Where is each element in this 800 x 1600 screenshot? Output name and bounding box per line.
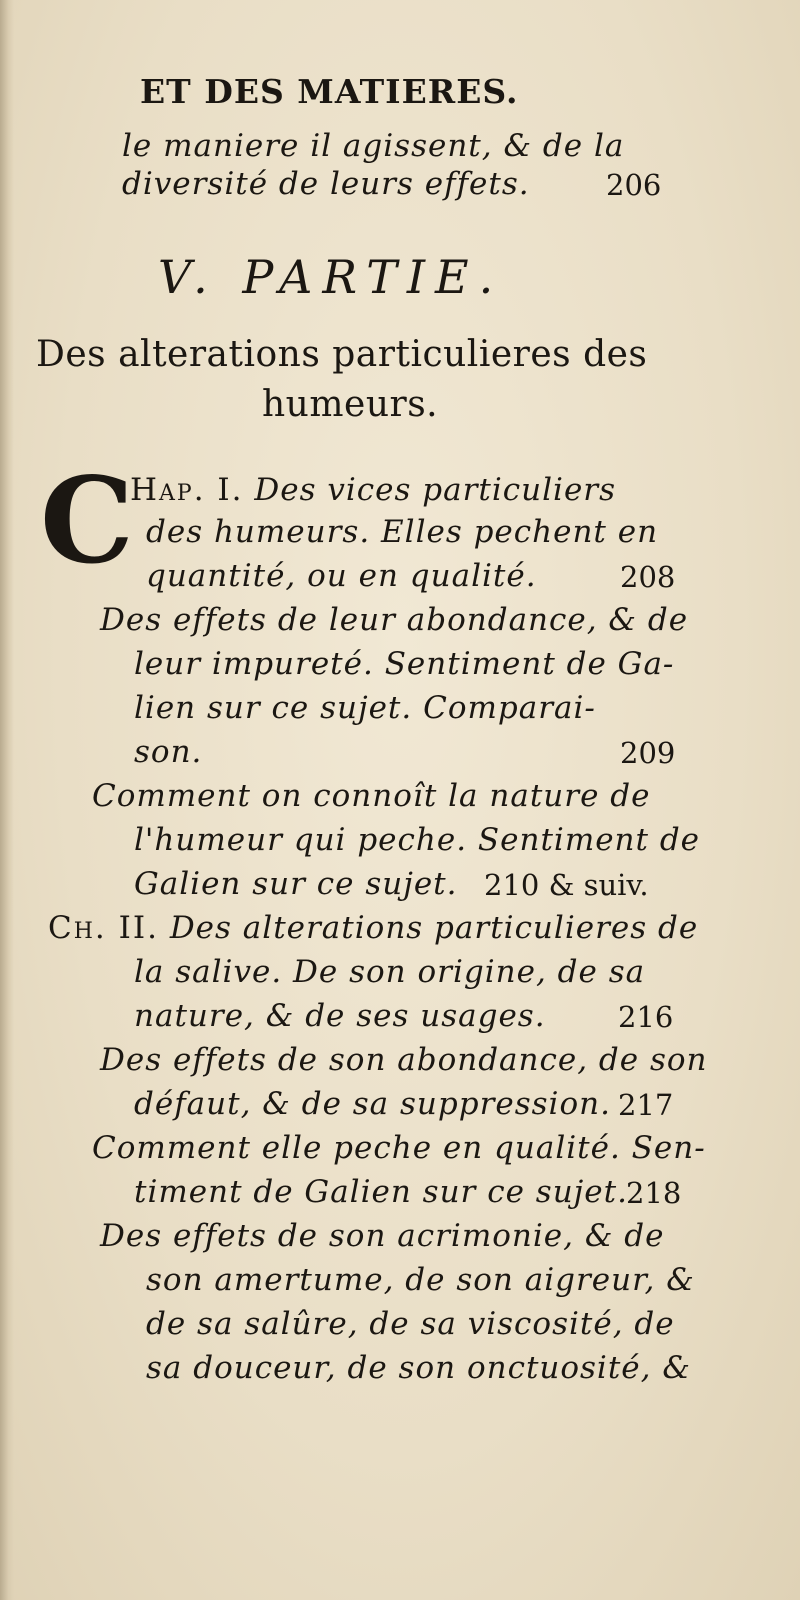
chapter-1-line-6: lien sur ce sujet. Comparai-: [134, 690, 596, 726]
chapter-1-line-1: [130, 472, 616, 508]
chapter-2-line-1-text: Des alterations particulieres de: [169, 910, 699, 946]
chapter-1-line-7: son.: [134, 734, 203, 770]
chapter-1-line-1-text: Des vices particuliers: [254, 472, 617, 508]
chapter-2-line-3: nature, & de ses usages.: [134, 998, 546, 1034]
chapter-2-line-11: sa douceur, de son onctuosité, &: [146, 1350, 691, 1386]
part-title: V. PARTIE.: [158, 250, 504, 304]
running-head: ET DES MATIERES.: [140, 72, 519, 111]
chapter-1-page-number-3: 210 & suiv.: [484, 868, 649, 902]
chapter-2-line-6: Comment elle peche en qualité. Sen-: [92, 1130, 706, 1166]
chapter-2-line-8: Des effets de son acrimonie, & de: [100, 1218, 665, 1254]
prev-entry-line-1: le maniere il agissent, & de la: [122, 128, 625, 164]
chapter-1-line-4: Des effets de leur abondance, & de: [100, 602, 689, 638]
chapter-2-page-number-3: 218: [626, 1176, 682, 1210]
chapter-2-lead: Ch. II.: [48, 910, 159, 946]
section-title-line-1: Des alterations particulieres des: [36, 334, 648, 375]
chapter-1-line-9: l'humeur qui peche. Sentiment de: [134, 822, 701, 858]
chapter-2-line-5: défaut, & de sa suppression.: [134, 1086, 611, 1122]
chapter-2-page-number-1: 216: [618, 1000, 674, 1034]
chapter-2-line-2: la salive. De son origine, de sa: [134, 954, 646, 990]
chapter-1-line-8: Comment on connoît la nature de: [92, 778, 651, 814]
chapter-2-line-4: Des effets de son abondance, de son: [100, 1042, 708, 1078]
chapter-1-lead: Hap. I.: [130, 472, 244, 508]
chapter-2-line-7: timent de Galien sur ce sujet.: [134, 1174, 628, 1210]
chapter-1-page-number-2: 209: [620, 736, 676, 770]
chapter-1-line-5: leur impureté. Sentiment de Ga-: [134, 646, 675, 682]
chapter-1-line-10: Galien sur ce sujet.: [134, 866, 458, 902]
chapter-1-page-number-1: 208: [620, 560, 676, 594]
prev-entry-line-2: diversité de leurs effets.: [122, 166, 530, 202]
drop-cap-letter: C: [40, 451, 134, 590]
chapter-2-line-9: son amertume, de son aigreur, &: [146, 1262, 695, 1298]
chapter-1-line-3: quantité, ou en qualité.: [146, 558, 537, 594]
page-spine-shadow: [0, 0, 14, 1600]
chapter-2-page-number-2: 217: [618, 1088, 674, 1122]
prev-entry-page-number: 206: [606, 168, 662, 202]
chapter-1-line-2: des humeurs. Elles pechent en: [146, 514, 659, 550]
chapter-2-line-1: [48, 910, 698, 946]
chapter-2-line-10: de sa salûre, de sa viscosité, de: [146, 1306, 675, 1342]
section-title-line-2: humeurs.: [262, 384, 439, 425]
